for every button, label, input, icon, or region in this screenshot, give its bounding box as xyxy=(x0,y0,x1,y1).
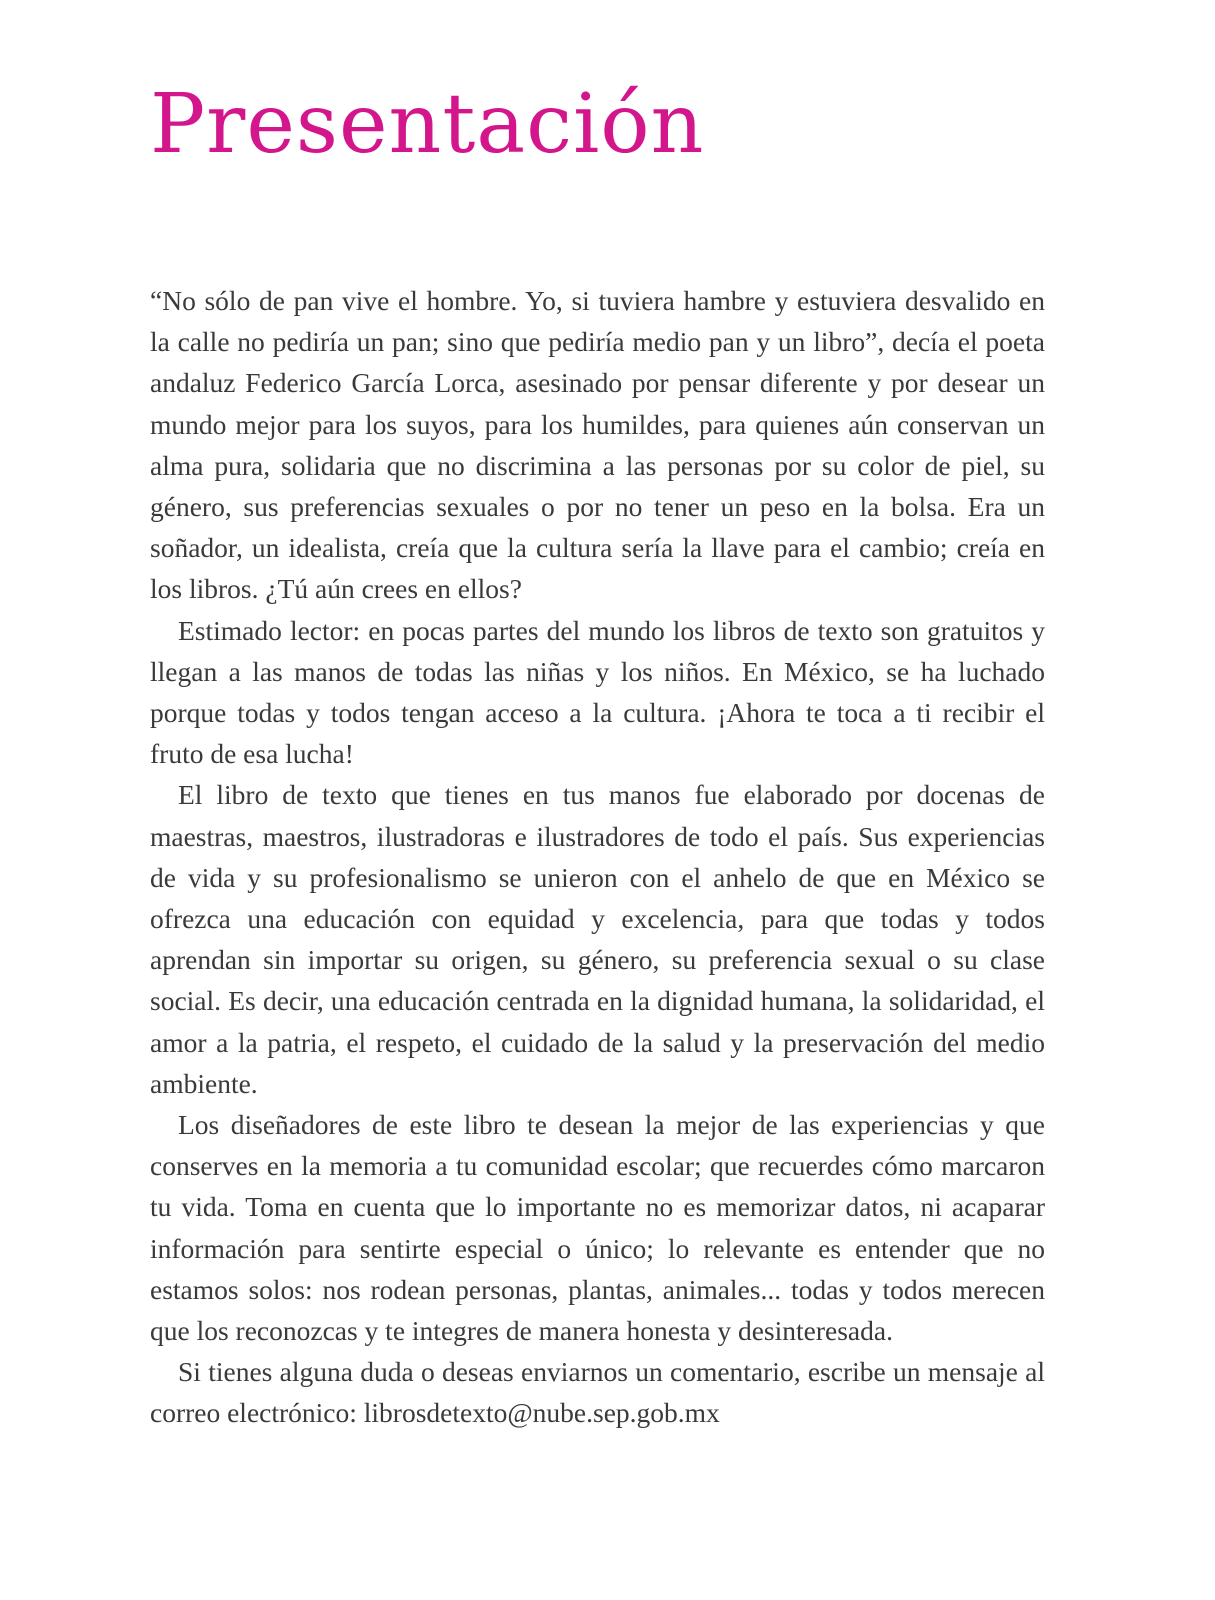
paragraph-lorca-quote: “No sólo de pan vive el hombre. Yo, si tuviera hambre y estuviera desvalido en la calle no pediría un pan; sino que pediría medio pan y un libro”, decía el poeta andaluz Federico García Lorca, asesinado por pensar diferente y por desear un mundo mejor para los suyos, para los humildes, para quienes aún conservan un alma pura, solidaria que no discrimina a las personas por su color de piel, su género, sus preferencias sexuales o por no tener un peso en la bolsa. Era un soñador, un idealista, creía que la cultura sería la llave para el cambio; creía en los libros. ¿Tú aún crees en ellos? xyxy=(150,285,1045,605)
paragraph-disenadores: Los diseñadores de este libro te desean la mejor de las experiencias y que conserves en la memoria a tu comunidad escolar; que recuerdes cómo marcaron tu vida. Toma en cuenta que lo importante no es memorizar datos, ni acaparar información para sentirte especial o único; lo relevante es entender que no estamos solos: nos rodean personas, plantas, animales... todas y todos merecen que los reconozcas y te integres de manera honesta y desinteresada. xyxy=(150,1109,1045,1347)
presentation-body xyxy=(150,280,1045,1434)
page-title: Presentación xyxy=(150,77,705,172)
paragraph-estimado-lector: Estimado lector: en pocas partes del mundo los libros de texto son gratuitos y llegan a las manos de todas las niñas y los niños. En México, se ha luchado porque todas y todos tengan acceso a la cultura. ¡Ahora te toca a ti recibir el fruto de esa lucha! xyxy=(150,614,1045,770)
paragraph-libro-de-texto: El libro de texto que tienes en tus manos fue elaborado por docenas de maestras, maestros, ilustradoras e ilustradores de todo el país. Sus experiencias de vida y su profesionalismo se unieron con el anhelo de que en México se ofrezca una educación con equidad y excelencia, para que todas y todos aprendan sin importar su origen, su género, su preferencia sexual o su clase social. Es decir, una educación centrada en la dignidad humana, la solidaridad, el amor a la patria, el respeto, el cuidado de la salud y la preservación del medio ambiente. xyxy=(150,779,1045,1099)
paragraph-contacto: Si tienes alguna duda o deseas enviarnos un comentario, escribe un mensaje al correo electrónico: librosdetexto@nube.sep.gob.mx xyxy=(150,1356,1045,1429)
